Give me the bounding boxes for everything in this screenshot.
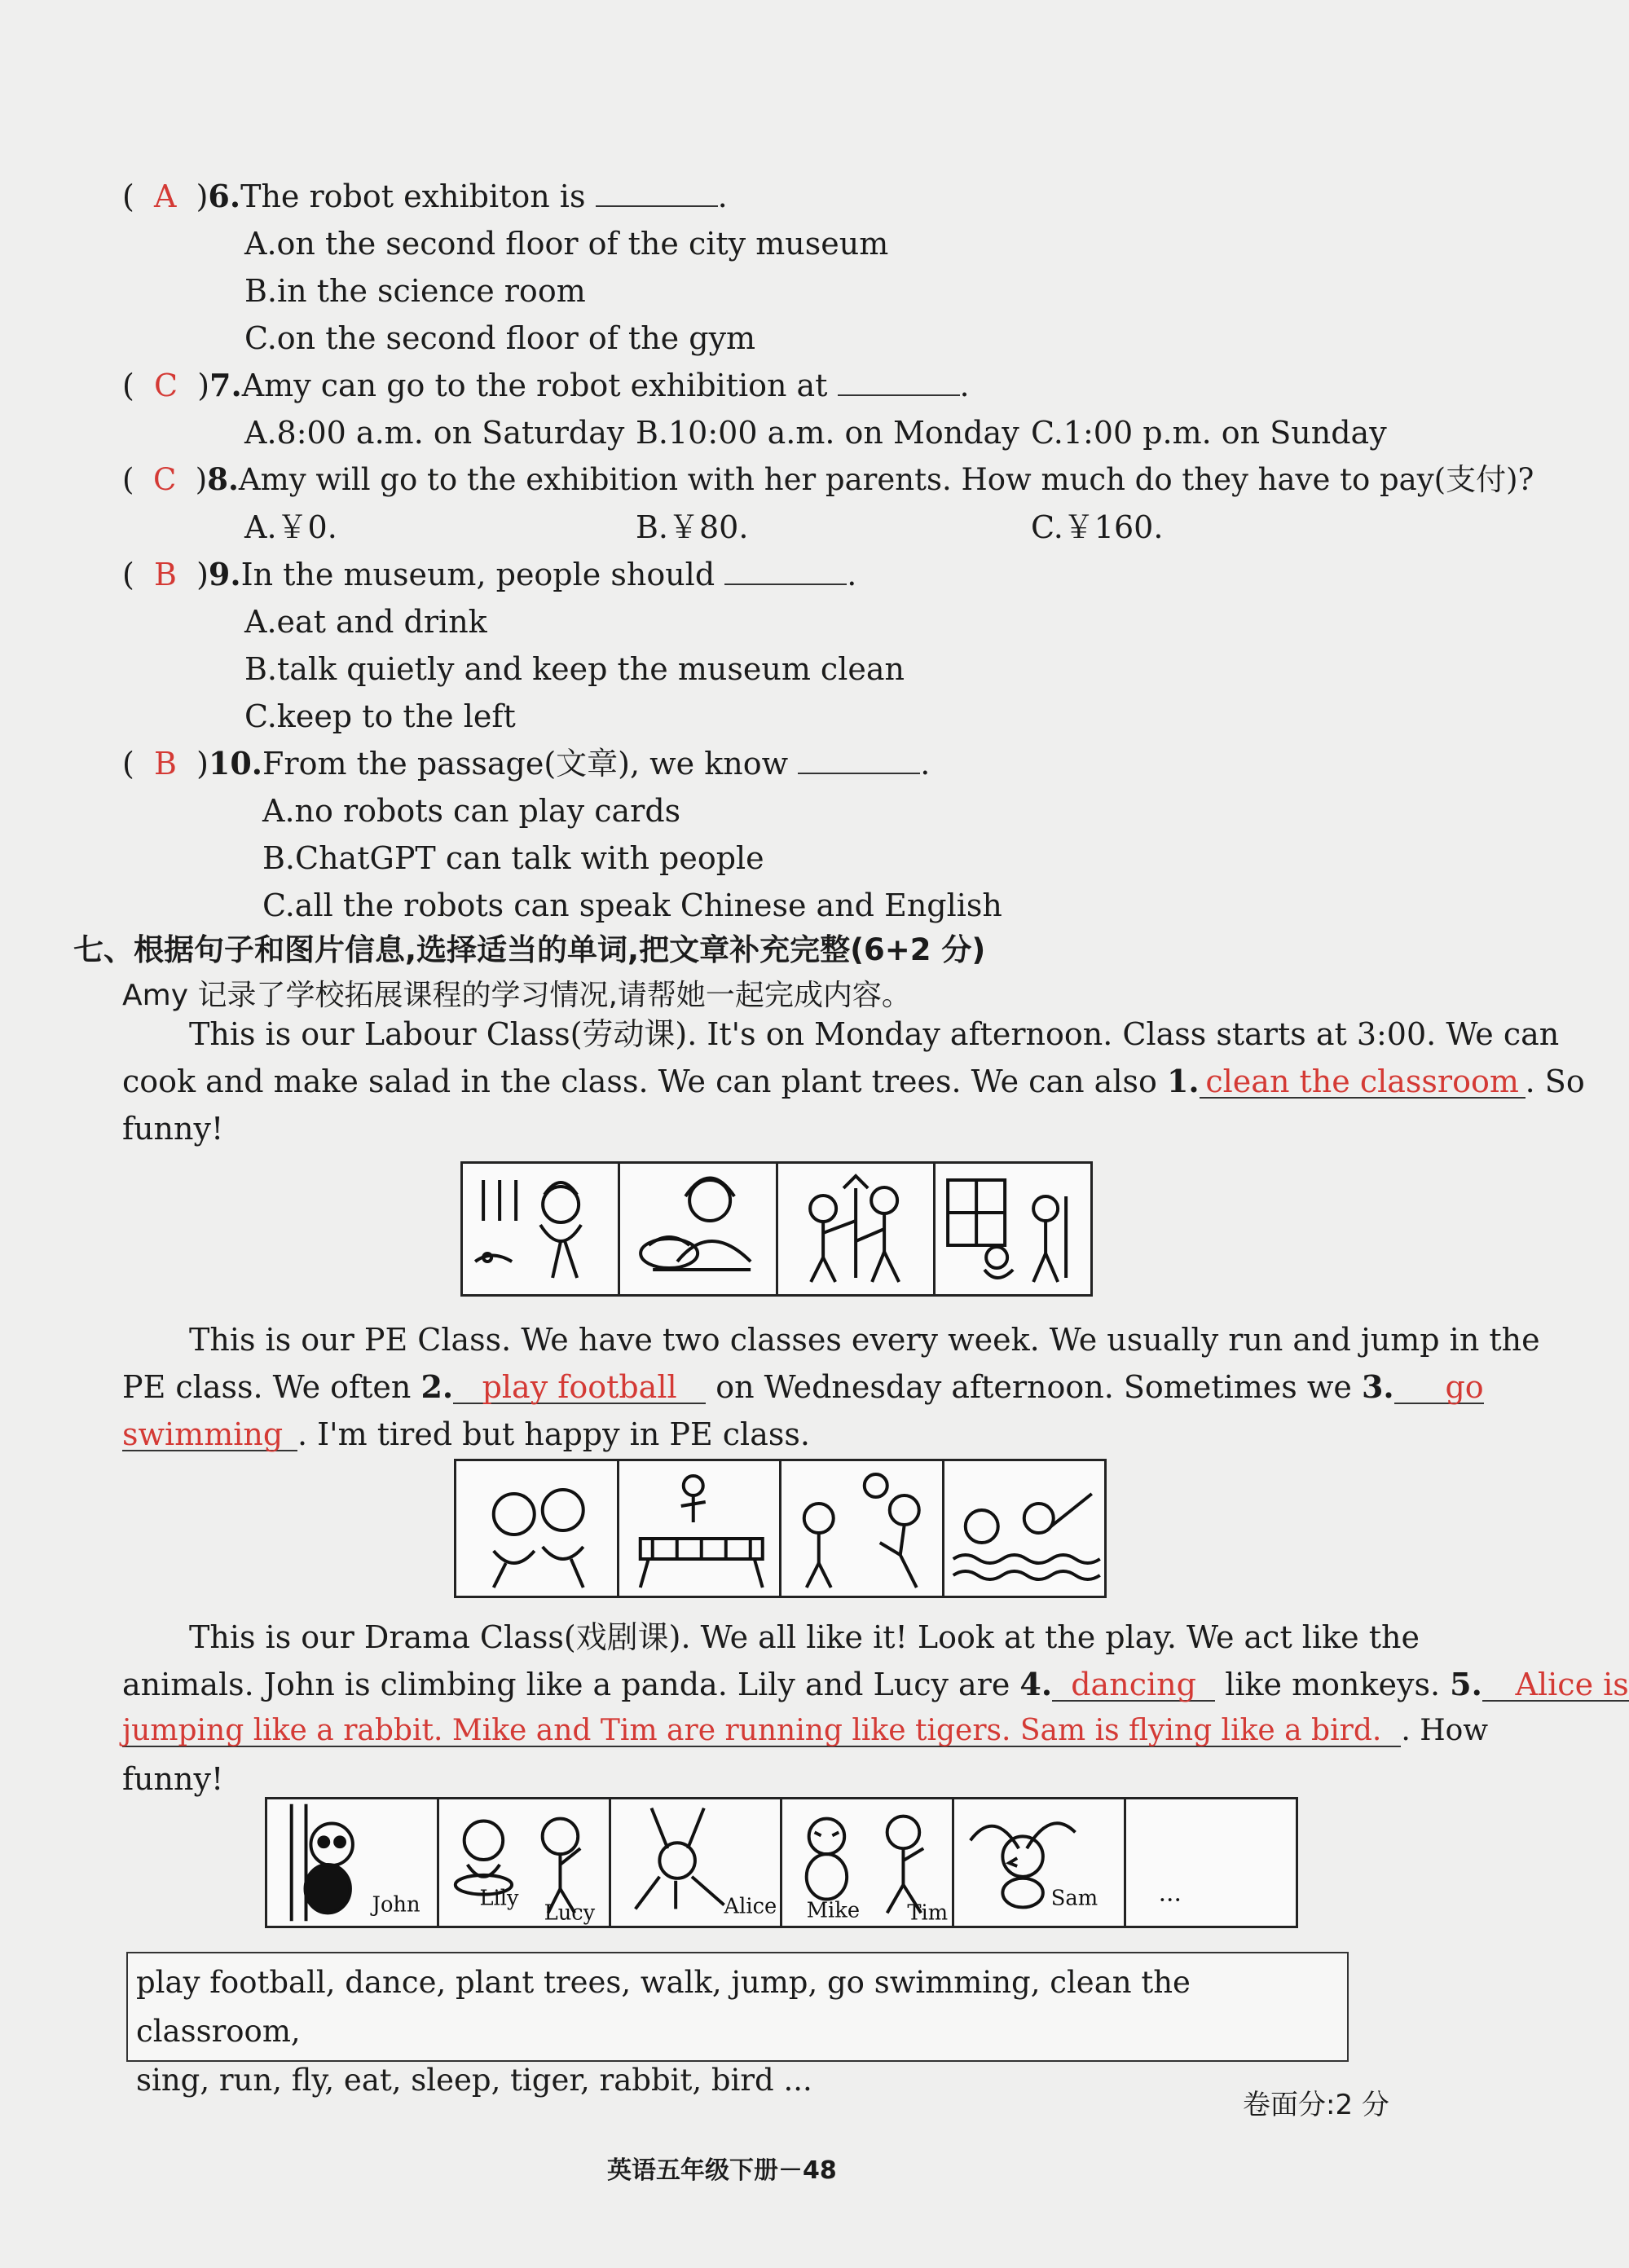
stem-tail: .: [920, 746, 931, 782]
answer-paren: ( B )10.From the passage(文章), we know .: [122, 745, 931, 782]
para-text: cook and make salad in the class. We can plant trees. We can also: [122, 1064, 1157, 1099]
picture-swimming: [944, 1461, 1105, 1596]
para-line: [122, 1416, 810, 1452]
answer-blank-1: clean the classroom: [1200, 1066, 1526, 1099]
picture-more: [1126, 1799, 1296, 1926]
neatness-score-note: 卷面分:2 分: [1243, 2089, 1389, 2121]
drama-label-john: John: [372, 1892, 420, 1918]
drama-label-alice: Alice: [724, 1894, 777, 1919]
option-c: C.on the second floor of the gym: [244, 320, 756, 356]
picture-football: [781, 1461, 944, 1596]
question-stem: The robot exhibiton is: [240, 178, 586, 214]
blank-number: 1.: [1166, 1063, 1200, 1099]
para-line: [122, 1368, 1484, 1405]
blank-number: 4.: [1019, 1666, 1053, 1702]
blank-number: 3.: [1361, 1368, 1394, 1405]
para-text: . I'm tired but happy in PE class.: [297, 1416, 810, 1452]
option-b: B.10:00 a.m. on Monday: [636, 415, 1019, 451]
answer-blank-2: play football: [453, 1372, 706, 1404]
page-footer: 英语五年级下册－48: [607, 2156, 837, 2185]
para-line: This is our Labour Class(劳动课). It's on Monday afternoon. Class starts at 3:00. We can: [189, 1016, 1560, 1052]
picture-cleaning-classroom: [936, 1164, 1090, 1294]
answer-blank-5a: Alice is: [1482, 1669, 1629, 1702]
para-line: [122, 1666, 1629, 1702]
answer-paren: ( C )8.Amy will go to the exhibition with her parents. How much do they have to pay(支付)?: [122, 461, 1534, 497]
drama-picture-strip: [265, 1797, 1298, 1928]
answer-blank-5b: jumping like a rabbit. Mike and Tim are running like tigers. Sam is flying like a bird.: [122, 1716, 1401, 1747]
picture-net-jumping: [619, 1461, 782, 1596]
answer-blank: [596, 181, 718, 207]
para-text: . How: [1401, 1714, 1489, 1747]
answer-blank: [724, 559, 847, 585]
pe-picture-strip: [454, 1459, 1107, 1598]
option-c: C.￥160.: [1031, 509, 1164, 545]
drama-label-lucy: Lucy: [544, 1900, 596, 1926]
option-b: B.in the science room: [244, 273, 586, 309]
option-a: A.on the second floor of the city museum: [244, 226, 889, 262]
question-number: 8.: [207, 461, 239, 497]
stem-tail: .: [847, 557, 857, 592]
question-stem: From the passage(文章), we know: [262, 746, 789, 782]
word-bank-line: play football, dance, plant trees, walk, jump, go swimming, clean the classroom,: [136, 1965, 1191, 2049]
picture-john-panda: [267, 1799, 439, 1926]
option-a: A.￥0.: [244, 509, 337, 545]
drama-label-sam: Sam: [1051, 1886, 1098, 1911]
picture-mike-tim-tigers: [782, 1799, 954, 1926]
drama-label-mike: Mike: [807, 1898, 861, 1923]
option-b: B.ChatGPT can talk with people: [262, 840, 764, 876]
answer-paren: ( B )9.In the museum, people should .: [122, 556, 857, 592]
picture-making-salad: [620, 1164, 777, 1294]
para-text: . So: [1525, 1064, 1585, 1099]
para-text: on Wednesday afternoon. Sometimes we: [715, 1369, 1352, 1405]
picture-alice-rabbit: [611, 1799, 783, 1926]
para-text: like monkeys.: [1225, 1667, 1441, 1702]
word-bank-box: [126, 1952, 1349, 2098]
picture-lily-lucy-monkeys: [439, 1799, 611, 1926]
answer-paren: ( C )7.Amy can go to the robot exhibition at .: [122, 367, 970, 403]
drama-label-more: ...: [1158, 1878, 1182, 1907]
para-line: funny!: [122, 1761, 224, 1797]
question-number: 9.: [208, 556, 241, 592]
question-stem: In the museum, people should: [240, 557, 715, 592]
answer-paren: ( A )6.The robot exhibiton is .: [122, 178, 728, 214]
option-a: A.no robots can play cards: [262, 793, 681, 829]
para-text: animals. John is climbing like a panda. Lily and Lucy are: [122, 1667, 1010, 1702]
para-line: This is our Drama Class(戏剧课). We all like it! Look at the play. We act like the: [189, 1619, 1420, 1655]
para-text: PE class. We often: [122, 1369, 412, 1405]
answer-blank-3b: swimming: [122, 1419, 297, 1451]
option-c: C.all the robots can speak Chinese and English: [262, 887, 1002, 923]
option-a: A.8:00 a.m. on Saturday: [244, 415, 625, 451]
answer-mark: C: [153, 368, 178, 403]
drama-label-tim: Tim: [907, 1900, 949, 1926]
para-line: [122, 1063, 1585, 1099]
question-number: 7.: [209, 367, 242, 403]
blank-number: 5.: [1450, 1666, 1482, 1702]
option-b: B.￥80.: [636, 509, 749, 545]
answer-mark: B: [153, 746, 177, 782]
stem-tail: .: [717, 178, 728, 214]
drama-label-lily: Lily: [479, 1886, 519, 1911]
option-b: B.talk quietly and keep the museum clean: [244, 651, 905, 687]
section-title: 七、根据句子和图片信息,选择适当的单词,把文章补充完整(6+2 分): [73, 932, 986, 967]
answer-blank: [838, 370, 960, 396]
question-stem: Amy can go to the robot exhibition at: [241, 368, 828, 403]
word-bank-line: sing, run, fly, eat, sleep, tiger, rabbit, bird ...: [136, 2063, 812, 2098]
question-number: 6.: [208, 178, 241, 214]
answer-blank-3a: go: [1394, 1372, 1484, 1404]
picture-running: [456, 1461, 619, 1596]
section-intro: Amy 记录了学校拓展课程的学习情况,请帮她一起完成内容。: [122, 979, 911, 1012]
picture-cooking: [463, 1164, 620, 1294]
answer-mark: B: [153, 557, 177, 592]
para-line: [122, 1716, 1488, 1747]
picture-planting-trees: [778, 1164, 936, 1294]
para-line: This is our PE Class. We have two classes every week. We usually run and jump in the: [189, 1322, 1540, 1358]
answer-mark: C: [152, 462, 177, 497]
option-c: C.1:00 p.m. on Sunday: [1031, 415, 1387, 451]
para-line: funny!: [122, 1111, 224, 1147]
answer-blank: [798, 748, 920, 774]
answer-blank-4: dancing: [1052, 1669, 1215, 1702]
labour-picture-strip: [460, 1161, 1093, 1297]
option-c: C.keep to the left: [244, 698, 516, 734]
answer-mark: A: [153, 178, 177, 214]
stem-tail: .: [959, 368, 970, 403]
picture-sam-bird: [954, 1799, 1126, 1926]
blank-number: 2.: [420, 1368, 454, 1405]
option-a: A.eat and drink: [244, 604, 487, 640]
question-stem: Amy will go to the exhibition with her parents. How much do they have to pay(支付)?: [238, 462, 1534, 497]
question-number: 10.: [208, 745, 263, 782]
